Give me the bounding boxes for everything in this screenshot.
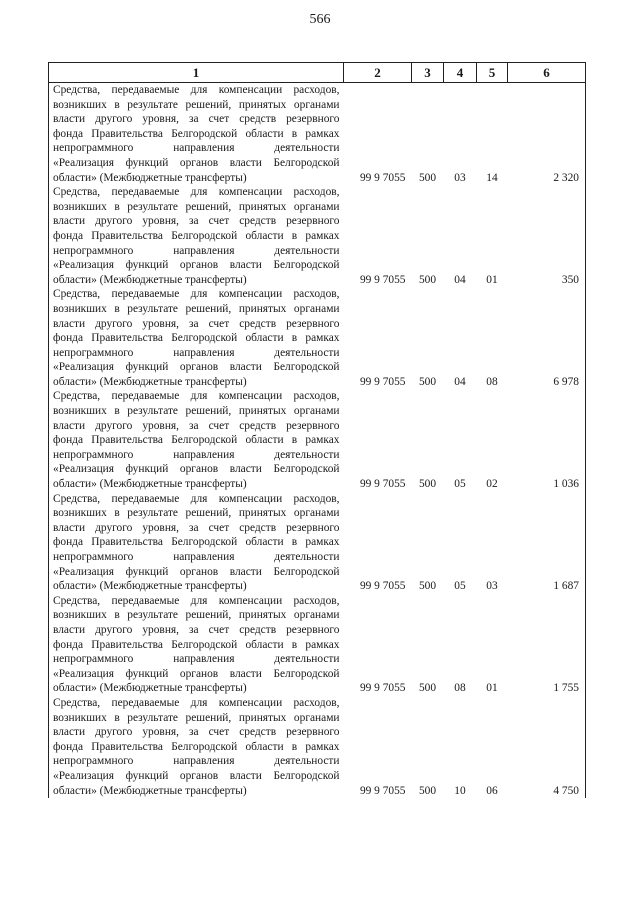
row-description	[49, 696, 344, 798]
row-section: 05	[454, 478, 466, 491]
row-subsection: 01	[486, 273, 498, 286]
table-row	[49, 696, 586, 798]
description-line: Средства, передаваемые для компенсации расходов,	[53, 390, 340, 403]
row-target-code: 99 9 7055	[359, 273, 406, 286]
row-description	[49, 83, 344, 186]
description-line: области» (Межбюджетные трансферты)	[53, 273, 247, 286]
description-line: власти другого уровня, за счет средств резервного	[53, 726, 340, 739]
description-line: фонда Правительства Белгородской области в рамках	[53, 434, 340, 447]
header-col-4: 4	[444, 63, 477, 83]
row-subsection: 03	[486, 580, 498, 593]
row-amount: 6 978	[508, 287, 586, 389]
header-col-1: 1	[49, 63, 344, 83]
description-line: непрограммного направления деятельности	[53, 142, 340, 155]
row-target-code: 99 9 7055	[359, 784, 406, 797]
description-line: непрограммного направления деятельности	[53, 244, 340, 257]
description-line: Средства, передаваемые для компенсации расходов,	[53, 84, 340, 96]
description-line: возникших в результате решений, принятых органами	[53, 302, 340, 315]
description-line: власти другого уровня, за счет средств резервного	[53, 419, 340, 432]
description-line: власти другого уровня, за счет средств резервного	[53, 215, 340, 228]
description-line: «Реализация функций органов власти Белгородской	[53, 769, 340, 782]
header-row	[49, 63, 586, 83]
description-line: непрограммного направления деятельности	[53, 653, 340, 666]
header-col-2: 2	[344, 63, 412, 83]
table-row	[49, 492, 586, 594]
description-line: фонда Правительства Белгородской области в рамках	[53, 229, 340, 242]
row-expense-type: 500	[418, 171, 437, 184]
description-line: области» (Межбюджетные трансферты)	[53, 580, 247, 593]
description-line: области» (Межбюджетные трансферты)	[53, 784, 247, 797]
row-section: 05	[454, 580, 466, 593]
row-subsection: 01	[486, 682, 498, 695]
table-body	[49, 83, 586, 799]
description-line: «Реализация функций органов власти Белгородской	[53, 667, 340, 680]
row-target-code: 99 9 7055	[359, 580, 406, 593]
row-expense-type: 500	[418, 784, 437, 797]
description-line: «Реализация функций органов власти Белгородской	[53, 565, 340, 578]
row-expense-type: 500	[418, 682, 437, 695]
description-line: Средства, передаваемые для компенсации расходов,	[53, 594, 340, 607]
row-section: 03	[454, 171, 466, 184]
description-line: «Реализация функций органов власти Белгородской	[53, 361, 340, 374]
table-row	[49, 287, 586, 389]
description-line: фонда Правительства Белгородской области в рамках	[53, 536, 340, 549]
description-line: власти другого уровня, за счет средств резервного	[53, 113, 340, 126]
row-section: 10	[454, 784, 466, 797]
table-row	[49, 389, 586, 491]
description-line: области» (Межбюджетные трансферты)	[53, 171, 247, 184]
row-section: 04	[454, 273, 466, 286]
description-line: власти другого уровня, за счет средств резервного	[53, 317, 340, 330]
row-subsection: 08	[486, 375, 498, 388]
row-subsection: 14	[486, 171, 498, 184]
description-line: «Реализация функций органов власти Белгородской	[53, 156, 340, 169]
row-amount: 2 320	[508, 83, 586, 186]
row-description	[49, 492, 344, 594]
budget-table	[48, 62, 586, 798]
description-line: фонда Правительства Белгородской области в рамках	[53, 127, 340, 140]
row-subsection: 06	[486, 784, 498, 797]
description-line: Средства, передаваемые для компенсации расходов,	[53, 186, 340, 199]
row-section: 08	[454, 682, 466, 695]
description-line: непрограммного направления деятельности	[53, 448, 340, 461]
row-amount: 1 036	[508, 389, 586, 491]
description-line: возникших в результате решений, принятых органами	[53, 711, 340, 724]
table-row	[49, 185, 586, 287]
row-amount: 4 750	[508, 696, 586, 798]
description-line: Средства, передаваемые для компенсации расходов,	[53, 288, 340, 301]
row-target-code: 99 9 7055	[359, 682, 406, 695]
row-target-code: 99 9 7055	[359, 171, 406, 184]
row-description	[49, 594, 344, 696]
description-line: «Реализация функций органов власти Белгородской	[53, 259, 340, 272]
description-line: возникших в результате решений, принятых органами	[53, 507, 340, 520]
table-row	[49, 594, 586, 696]
table-row	[49, 83, 586, 186]
row-amount: 1 755	[508, 594, 586, 696]
description-line: области» (Межбюджетные трансферты)	[53, 682, 247, 695]
row-description	[49, 185, 344, 287]
description-line: фонда Правительства Белгородской области в рамках	[53, 740, 340, 753]
header-col-6: 6	[508, 63, 586, 83]
description-line: фонда Правительства Белгородской области в рамках	[53, 332, 340, 345]
row-expense-type: 500	[418, 580, 437, 593]
description-line: фонда Правительства Белгородской области в рамках	[53, 638, 340, 651]
page-number: 566	[309, 12, 331, 27]
description-line: Средства, передаваемые для компенсации расходов,	[53, 492, 340, 505]
header-col-3: 3	[412, 63, 444, 83]
description-line: возникших в результате решений, принятых органами	[53, 609, 340, 622]
row-target-code: 99 9 7055	[359, 478, 406, 491]
description-line: непрограммного направления деятельности	[53, 346, 340, 359]
description-line: власти другого уровня, за счет средств резервного	[53, 521, 340, 534]
row-expense-type: 500	[418, 375, 437, 388]
row-description	[49, 389, 344, 491]
row-expense-type: 500	[418, 478, 437, 491]
row-amount: 1 687	[508, 492, 586, 594]
description-line: возникших в результате решений, принятых органами	[53, 200, 340, 213]
row-amount: 350	[508, 185, 586, 287]
row-subsection: 02	[486, 478, 498, 491]
description-line: Средства, передаваемые для компенсации расходов,	[53, 696, 340, 709]
row-section: 04	[454, 375, 466, 388]
description-line: «Реализация функций органов власти Белгородской	[53, 463, 340, 476]
description-line: возникших в результате решений, принятых органами	[53, 405, 340, 418]
row-description	[49, 287, 344, 389]
header-col-5: 5	[477, 63, 508, 83]
description-line: непрограммного направления деятельности	[53, 755, 340, 768]
row-target-code: 99 9 7055	[359, 375, 406, 388]
description-line: области» (Межбюджетные трансферты)	[53, 478, 247, 491]
description-line: непрограммного направления деятельности	[53, 551, 340, 563]
description-line: возникших в результате решений, принятых органами	[53, 98, 340, 111]
row-expense-type: 500	[418, 273, 437, 286]
description-line: власти другого уровня, за счет средств резервного	[53, 623, 340, 636]
description-line: области» (Межбюджетные трансферты)	[53, 375, 247, 388]
